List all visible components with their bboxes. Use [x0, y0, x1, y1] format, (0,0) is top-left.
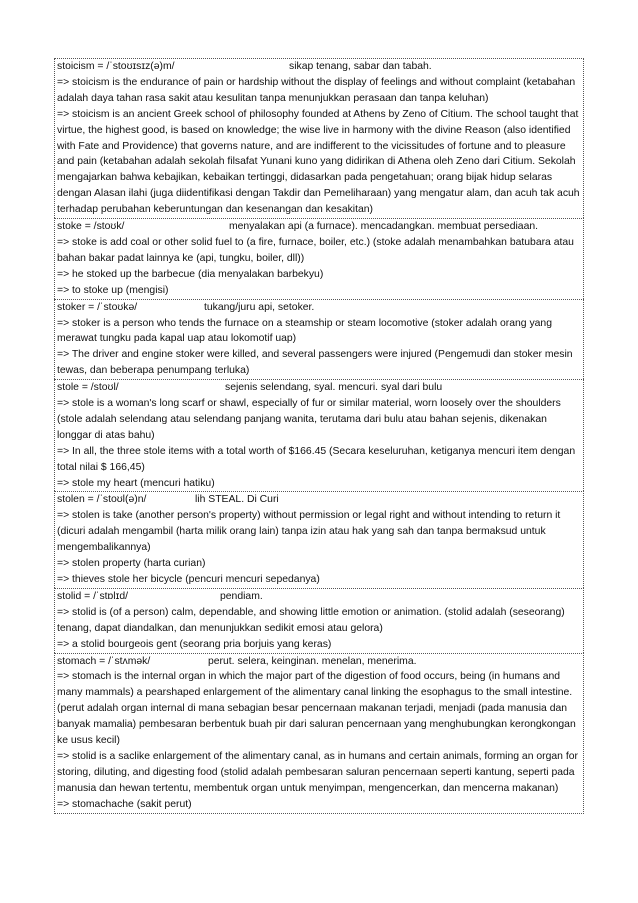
headword: stomach = /ˈstʌmək/ — [57, 655, 151, 667]
example-line: => stoke is add coal or other solid fuel to (a fire, furnace, boiler, etc.) (stoke adalah menambahkan batubara atau bahan bakar padat lainnya ke (api, tungku, boiler, dll)) — [57, 236, 574, 264]
example-line: => stole my heart (mencuri hatiku) — [57, 477, 215, 489]
entry-headline — [57, 219, 581, 235]
example-line: => stolen is take (another person's property) without permission or legal right and without intending to return it (dicuri adalah mengambil (harta milik orang lain) tanpa izin atau hak yang sah dan tanpa bermaksud untuk mengembalikannya) — [57, 510, 561, 554]
entry-2 — [54, 299, 584, 380]
translation: perut. selera, keinginan. menelan, menerima. — [208, 655, 417, 667]
example-line: => stoicism is an ancient Greek school of philosophy founded at Athens by Zeno of Citium. The school taught that virtue, the highest good, is based on knowledge; the wise live in harmony with the divine Reason (also identified with Fate and Providence) that governs nature, and are indifferent to the vicissitudes of fortune and to pleasure and pain (ketabahan adalah sekolah filsafat Yunani kuno yang didirikan di Athena oleh Zeno dari Citium. Sekolah mengajarkan bahwa kebajikan, kebaikan tertinggi, didasarkan pada pengetahuan; orang bijak hidup selaras dengan Alasan ilahi (juga diidentifikasi dengan Takdir dan Pemeliharaan) yang mengatur alam, dan acuh tak acuh terhadap perubahan keberuntungan dan kesenangan dan kesakitan) — [57, 108, 580, 216]
translation: sikap tenang, sabar dan tabah. — [289, 61, 432, 72]
headword: stoker = /ˈstoʊkə/ — [57, 301, 138, 313]
example-line: => he stoked up the barbecue (dia menyalakan barbekyu) — [57, 268, 324, 280]
entry-3 — [54, 379, 584, 491]
example-line: => stole is a woman's long scarf or shawl, especially of fur or similar material, worn loosely over the shoulders (stole adalah selendang atau selendang panjang wanita, terutama dari bulu atau bahan sejenis, dikenakan longgar di atas bahu) — [57, 398, 561, 441]
entry-6 — [54, 653, 584, 814]
example-line: => The driver and engine stoker were killed, and several passengers were injured (Pengemudi dan stoker mesin tewas, dan beberapa penumpang terluka) — [57, 349, 573, 377]
translation: pendiam. — [220, 590, 263, 602]
example-line: => In all, the three stole items with a total worth of $166.45 (Secara keseluruhan, ketiganya mencuri item dengan total nilai $ 166,45) — [57, 445, 576, 473]
entry-4 — [54, 491, 584, 587]
example-line: => thieves stole her bicycle (pencuri mencuri sepedanya) — [57, 574, 320, 585]
example-line: => stoker is a person who tends the furnace on a steamship or steam locomotive (stoker adalah orang yang merawat tungku pada kapal uap atau lokomotif uap) — [57, 317, 552, 345]
example-line: => a stolid bourgeois gent (seorang pria borjuis yang keras) — [57, 638, 332, 650]
example-line: => to stoke up (mengisi) — [57, 284, 169, 296]
example-line: => stomachache (sakit perut) — [57, 798, 192, 810]
entry-headline — [57, 492, 581, 508]
entry-0 — [54, 58, 584, 218]
entry-headline — [57, 59, 581, 75]
example-line: => stolid is (of a person) calm, dependable, and showing little emotion or animation. (stolid adalah (seseorang) tenang, dapat diandalkan, dan menunjukkan sedikit emosi atau gelora) — [57, 606, 565, 634]
entry-5 — [54, 588, 584, 653]
translation: tukang/juru api, setoker. — [204, 301, 315, 313]
headword: stolen = /ˈstoʊl(ə)n/ — [57, 494, 147, 506]
example-line: => stoicism is the endurance of pain or hardship without the display of feelings and without complaint (ketabahan adalah daya tahan rasa sakit atau kesulitan tanpa menunjukkan perasaan dan tanpa keluhan) — [57, 76, 576, 104]
dictionary-page — [54, 58, 584, 814]
headword: stoke = /stoʊk/ — [57, 221, 125, 233]
entry-headline — [57, 380, 581, 396]
headword: stolid = /ˈstɒlɪd/ — [57, 590, 128, 602]
entry-headline — [57, 300, 581, 316]
example-line: => stolid is a saclike enlargement of the alimentary canal, as in humans and certain animals, forming an organ for storing, diluting, and digesting food (stolid adalah pembesaran saluran pencernaan seperti kantung, seperti pada manusia dan hewan tertentu, membentuk organ untuk menyimpan, mengencerkan, dan mencerna makanan) — [57, 750, 578, 794]
translation: menyalakan api (a furnace). mencadangkan. membuat persediaan. — [229, 221, 539, 233]
entry-1 — [54, 218, 584, 299]
entry-headline — [57, 589, 581, 605]
entry-headline — [57, 654, 581, 670]
headword: stole = /stoʊl/ — [57, 382, 119, 394]
headword: stoicism = /ˈstoʊɪsɪz(ə)m/ — [57, 61, 175, 72]
example-line: => stolen property (harta curian) — [57, 558, 206, 570]
example-line: => stomach is the internal organ in which the major part of the digestion of food occurs, being (in humans and many mammals) a pearshaped enlargement of the alimentary canal linking the esophagus to the small intestine. (perut adalah organ internal di mana sebagian besar pencernaan makanan terjadi, menjadi (pada manusia dan banyak mamalia) pembesaran berbentuk buah pir dari saluran pencernaan yang menghubungkan kerongkongan ke usus kecil) — [57, 671, 576, 747]
translation: sejenis selendang, syal. mencuri. syal dari bulu — [225, 382, 443, 394]
translation: lih STEAL. Di Curi — [195, 494, 279, 506]
